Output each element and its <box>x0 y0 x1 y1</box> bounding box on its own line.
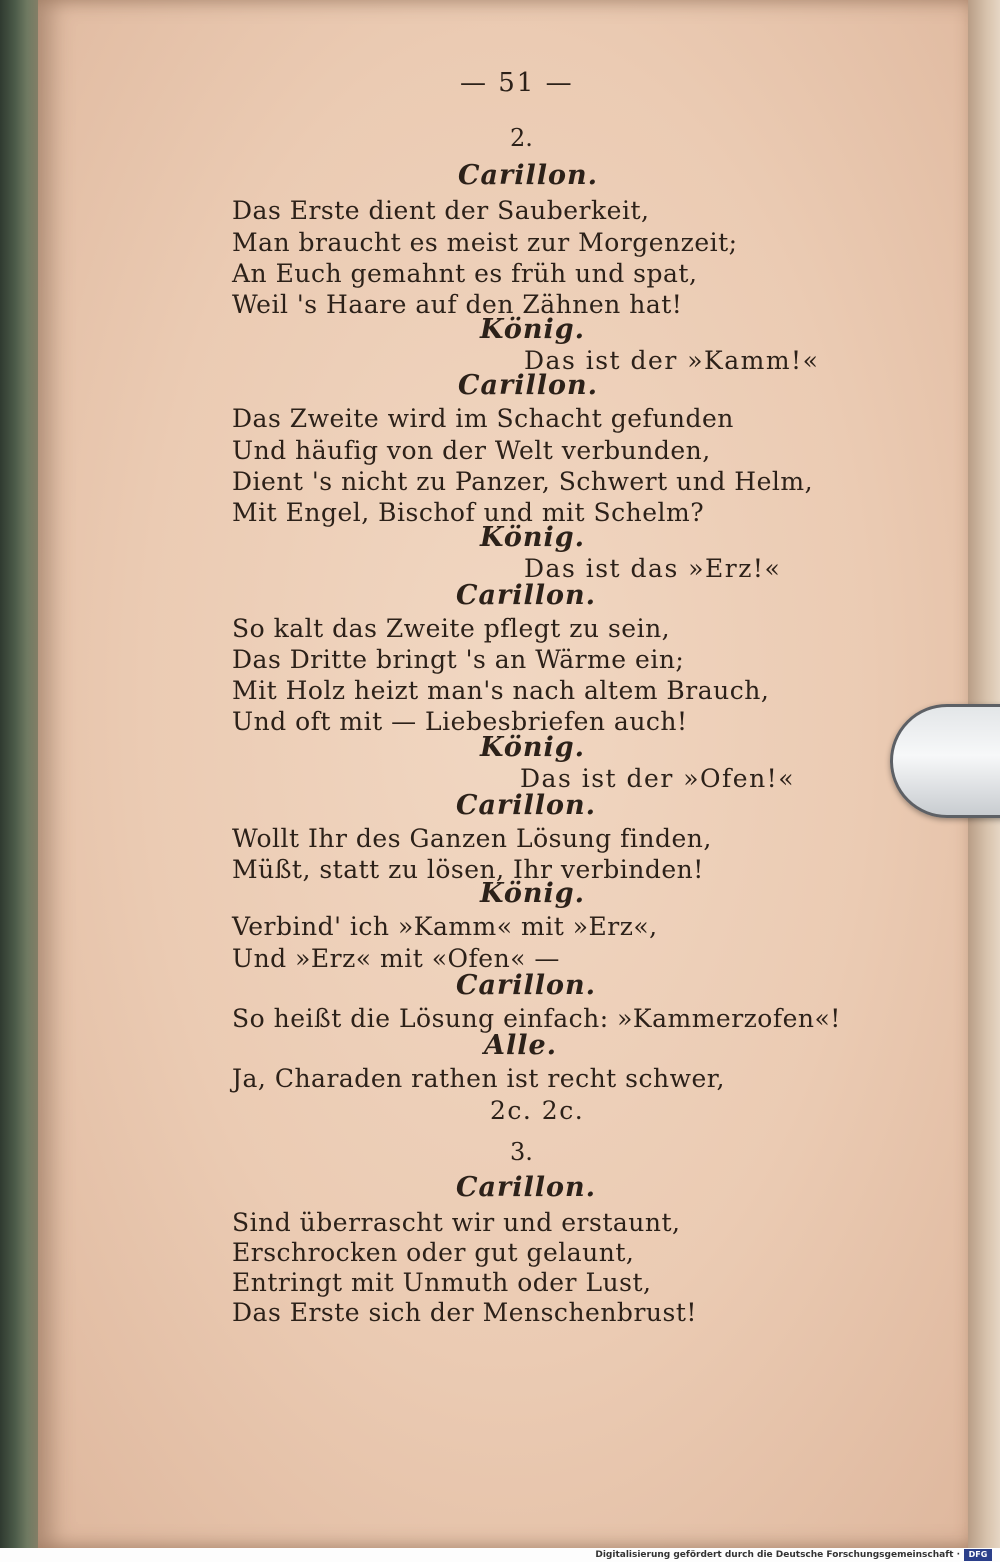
book-cover-edge <box>0 0 42 1562</box>
verse-line: Mit Holz heizt man's nach altem Brauch, <box>232 676 770 705</box>
etc-marker: 2c. 2c. <box>490 1096 585 1125</box>
verse-line: An Euch gemahnt es früh und spat, <box>232 259 698 288</box>
verse-line: Und »Erz« mit «Ofen« — <box>232 944 560 973</box>
reply-line: Das ist das »Erz!« <box>524 554 782 583</box>
verse-line: Das Erste dient der Sauberkeit, <box>232 196 650 225</box>
verse-line: Und häufig von der Welt verbunden, <box>232 436 711 465</box>
reply-line: Das ist der »Kamm!« <box>524 346 820 375</box>
paper-clip <box>890 704 1000 818</box>
verse-line: Das Dritte bringt 's an Wärme ein; <box>232 645 685 674</box>
verse-line: So kalt das Zweite pflegt zu sein, <box>232 614 671 643</box>
reply-line: Das ist der »Ofen!« <box>520 764 796 793</box>
speaker-label: Alle. <box>484 1030 558 1061</box>
dfg-logo: DFG <box>964 1549 992 1561</box>
speaker-label: König. <box>480 878 586 909</box>
footer-credit: Digitalisierung gefördert durch die Deutsche Forschungsgemeinschaft · <box>595 1550 960 1560</box>
verse-line: Weil 's Haare auf den Zähnen hat! <box>232 290 683 319</box>
verse-line: Und oft mit — Liebesbriefen auch! <box>232 707 688 736</box>
speaker-label: König. <box>480 314 586 345</box>
verse-line: Erschrocken oder gut gelaunt, <box>232 1238 635 1267</box>
verse-line: Ja, Charaden rathen ist recht schwer, <box>232 1064 725 1093</box>
speaker-label: Carillon. <box>456 580 597 611</box>
verse-line: Verbind' ich »Kamm« mit »Erz«, <box>232 912 658 941</box>
speaker-label: Carillon. <box>456 790 597 821</box>
verse-line: Entringt mit Unmuth oder Lust, <box>232 1268 652 1297</box>
section-number: 3. <box>510 1138 533 1166</box>
verse-line: So heißt die Lösung einfach: »Kammerzofen«! <box>232 1004 841 1033</box>
verse-line: Dient 's nicht zu Panzer, Schwert und Helm, <box>232 467 814 496</box>
speaker-label: König. <box>480 522 586 553</box>
speaker-label: Carillon. <box>458 160 599 191</box>
speaker-label: Carillon. <box>456 970 597 1001</box>
page-number: — 51 — <box>460 68 574 98</box>
speaker-label: Carillon. <box>456 1172 597 1203</box>
verse-line: Sind überrascht wir und erstaunt, <box>232 1208 681 1237</box>
verse-line: Das Zweite wird im Schacht gefunden <box>232 404 734 433</box>
verse-line: Mit Engel, Bischof und mit Schelm? <box>232 498 705 527</box>
speaker-label: König. <box>480 732 586 763</box>
verse-line: Man braucht es meist zur Morgenzeit; <box>232 228 738 257</box>
section-number: 2. <box>510 124 533 152</box>
verse-line: Das Erste sich der Menschenbrust! <box>232 1298 697 1327</box>
speaker-label: Carillon. <box>458 370 599 401</box>
verse-line: Müßt, statt zu lösen, Ihr verbinden! <box>232 855 704 884</box>
verse-line: Wollt Ihr des Ganzen Lösung finden, <box>232 824 712 853</box>
